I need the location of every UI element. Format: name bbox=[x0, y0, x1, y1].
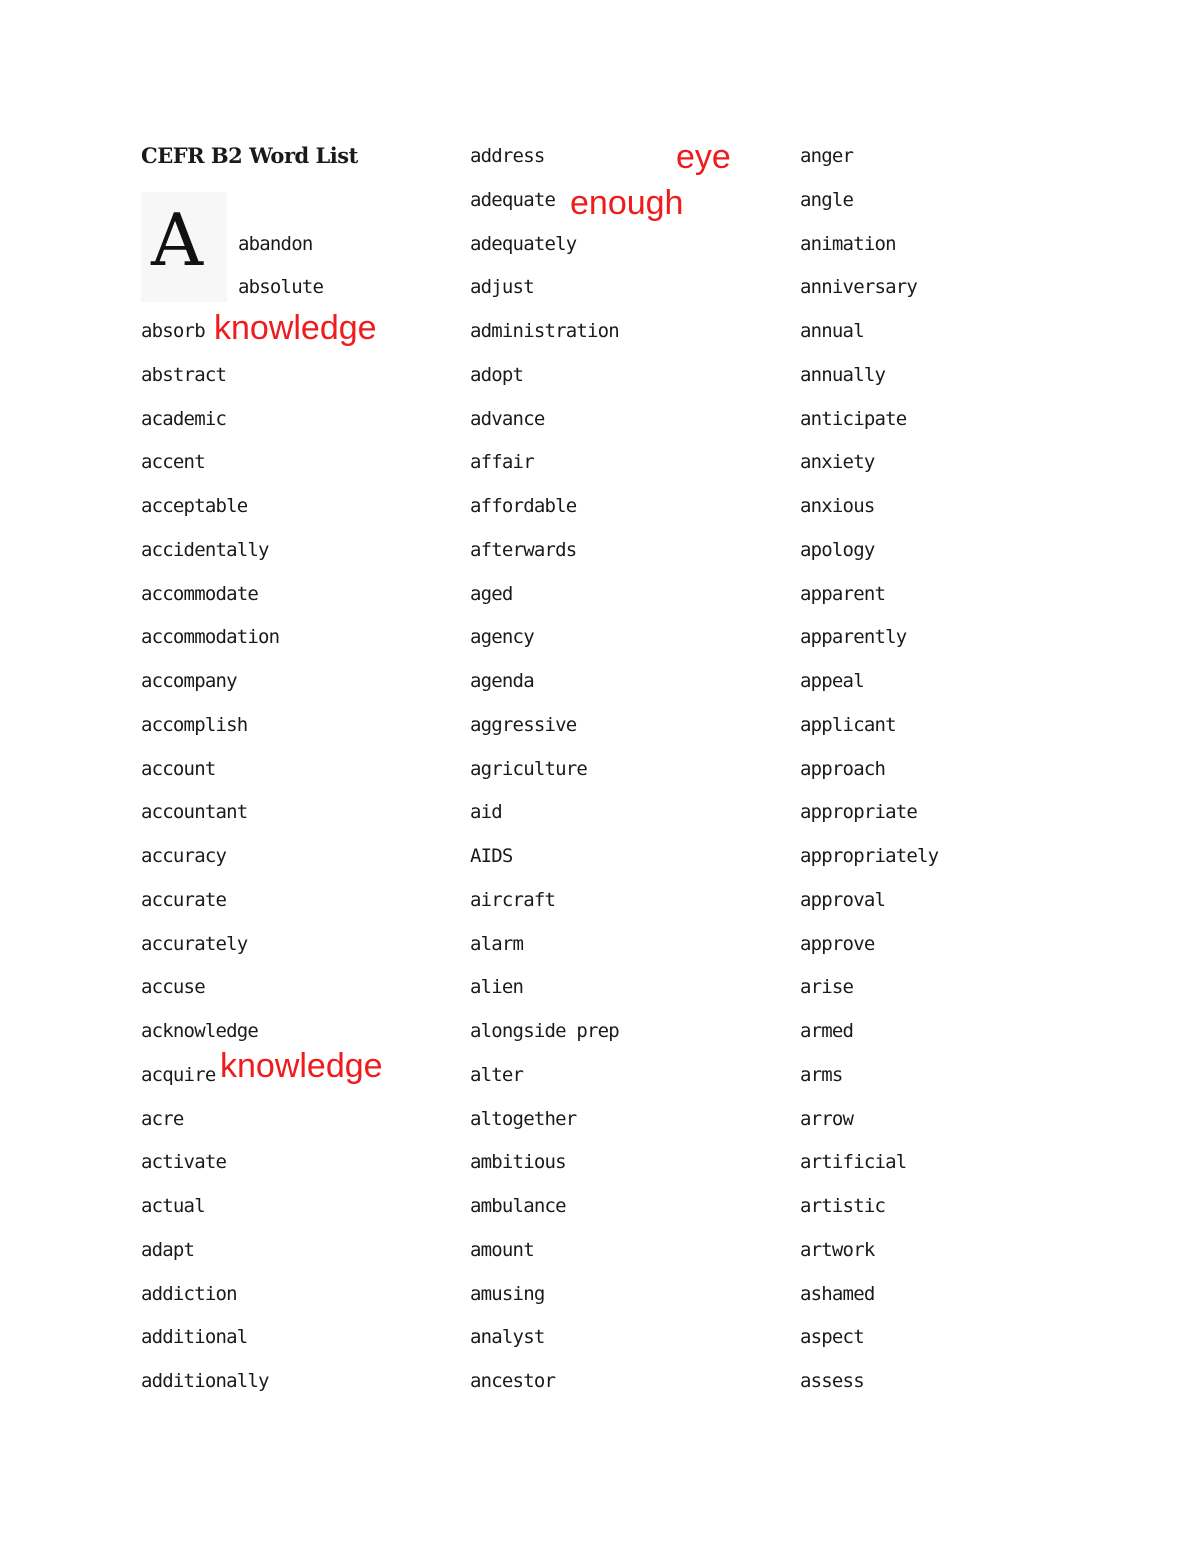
word-entry: ancestor bbox=[470, 1370, 556, 1392]
word-entry: amount bbox=[470, 1238, 534, 1261]
handwritten-annotation: eye bbox=[676, 138, 731, 176]
word-entry: AIDS bbox=[470, 845, 513, 867]
word-entry: artwork bbox=[800, 1238, 875, 1261]
drop-cap-image bbox=[141, 192, 227, 302]
word-entry: anxious bbox=[800, 495, 875, 517]
word-entry: acceptable bbox=[141, 495, 248, 517]
word-entry: account bbox=[141, 757, 216, 780]
word-entry: aircraft bbox=[470, 888, 556, 911]
word-entry: aged bbox=[470, 582, 513, 605]
word-entry: anxiety bbox=[800, 451, 875, 474]
handwritten-annotation: enough bbox=[570, 184, 684, 222]
word-entry: accuracy bbox=[141, 845, 227, 867]
word-entry: address bbox=[470, 145, 545, 167]
word-entry: accomplish bbox=[141, 713, 248, 736]
word-entry: absorb bbox=[141, 320, 205, 342]
word-entry: accuse bbox=[141, 976, 205, 999]
word-entry: aid bbox=[470, 801, 502, 824]
word-entry: agency bbox=[470, 626, 534, 649]
word-entry: apparently bbox=[800, 626, 907, 649]
word-entry: applicant bbox=[800, 713, 896, 736]
word-entry: accompany bbox=[141, 670, 237, 692]
word-entry: appeal bbox=[800, 670, 864, 692]
word-entry: accountant bbox=[141, 801, 248, 824]
word-entry: apology bbox=[800, 538, 875, 561]
word-entry: agriculture bbox=[470, 757, 588, 780]
word-entry: advance bbox=[470, 407, 545, 430]
word-entry: amusing bbox=[470, 1282, 545, 1305]
word-entry: ashamed bbox=[800, 1282, 875, 1305]
word-entry: accidentally bbox=[141, 538, 269, 561]
word-entry: appropriate bbox=[800, 801, 918, 824]
word-entry: approval bbox=[800, 888, 886, 911]
word-entry: arise bbox=[800, 976, 854, 999]
word-entry: addiction bbox=[141, 1282, 237, 1305]
word-entry: alongside prep bbox=[470, 1020, 619, 1042]
page-title: CEFR B2 Word List bbox=[141, 143, 358, 168]
word-entry: academic bbox=[141, 407, 227, 430]
word-entry: arms bbox=[800, 1063, 843, 1086]
word-entry: aggressive bbox=[470, 713, 577, 736]
word-entry: approach bbox=[800, 757, 886, 780]
word-entry: approve bbox=[800, 932, 875, 955]
word-entry: alarm bbox=[470, 932, 524, 955]
handwritten-annotation: knowledge bbox=[220, 1047, 383, 1085]
word-entry: accommodate bbox=[141, 582, 259, 605]
word-entry: animation bbox=[800, 232, 896, 255]
word-entry: accurately bbox=[141, 932, 248, 955]
word-entry: angle bbox=[800, 188, 854, 211]
word-entry: anniversary bbox=[800, 276, 918, 299]
word-entry: alien bbox=[470, 976, 524, 999]
word-entry: adequate bbox=[470, 188, 556, 211]
word-entry: afterwards bbox=[470, 538, 577, 561]
word-entry: ambulance bbox=[470, 1195, 566, 1217]
word-entry: affordable bbox=[470, 495, 577, 517]
word-entry: apparent bbox=[800, 582, 886, 605]
word-entry: assess bbox=[800, 1370, 864, 1392]
word-entry: adequately bbox=[470, 232, 577, 255]
word-entry: annual bbox=[800, 320, 864, 342]
word-entry: artificial bbox=[800, 1151, 907, 1174]
word-entry: agenda bbox=[470, 670, 534, 692]
word-entry: ambitious bbox=[470, 1151, 566, 1174]
word-entry: annually bbox=[800, 363, 886, 386]
word-entry: analyst bbox=[470, 1326, 545, 1349]
word-entry: abandon bbox=[238, 232, 313, 255]
word-entry: acquire bbox=[141, 1063, 216, 1086]
word-entry: adjust bbox=[470, 276, 534, 299]
word-entry: alter bbox=[470, 1063, 524, 1086]
drop-cap-letter: A bbox=[151, 198, 203, 282]
word-entry: accent bbox=[141, 451, 205, 474]
word-entry: actual bbox=[141, 1195, 205, 1217]
word-entry: anger bbox=[800, 145, 854, 167]
word-entry: additionally bbox=[141, 1370, 269, 1392]
word-entry: activate bbox=[141, 1151, 227, 1174]
word-entry: accurate bbox=[141, 888, 227, 911]
word-entry: absolute bbox=[238, 276, 324, 299]
handwritten-annotation: knowledge bbox=[214, 309, 377, 347]
word-entry: additional bbox=[141, 1326, 248, 1349]
word-entry: abstract bbox=[141, 363, 227, 386]
word-entry: accommodation bbox=[141, 626, 280, 649]
word-entry: appropriately bbox=[800, 845, 939, 867]
word-entry: adapt bbox=[141, 1238, 195, 1261]
word-entry: armed bbox=[800, 1020, 854, 1042]
word-entry: aspect bbox=[800, 1326, 864, 1349]
word-entry: artistic bbox=[800, 1195, 886, 1217]
word-entry: acre bbox=[141, 1107, 184, 1130]
word-entry: anticipate bbox=[800, 407, 907, 430]
word-entry: altogether bbox=[470, 1107, 577, 1130]
word-entry: administration bbox=[470, 320, 619, 342]
word-entry: acknowledge bbox=[141, 1020, 259, 1042]
word-entry: arrow bbox=[800, 1107, 854, 1130]
word-entry: affair bbox=[470, 451, 534, 474]
word-entry: adopt bbox=[470, 363, 524, 386]
